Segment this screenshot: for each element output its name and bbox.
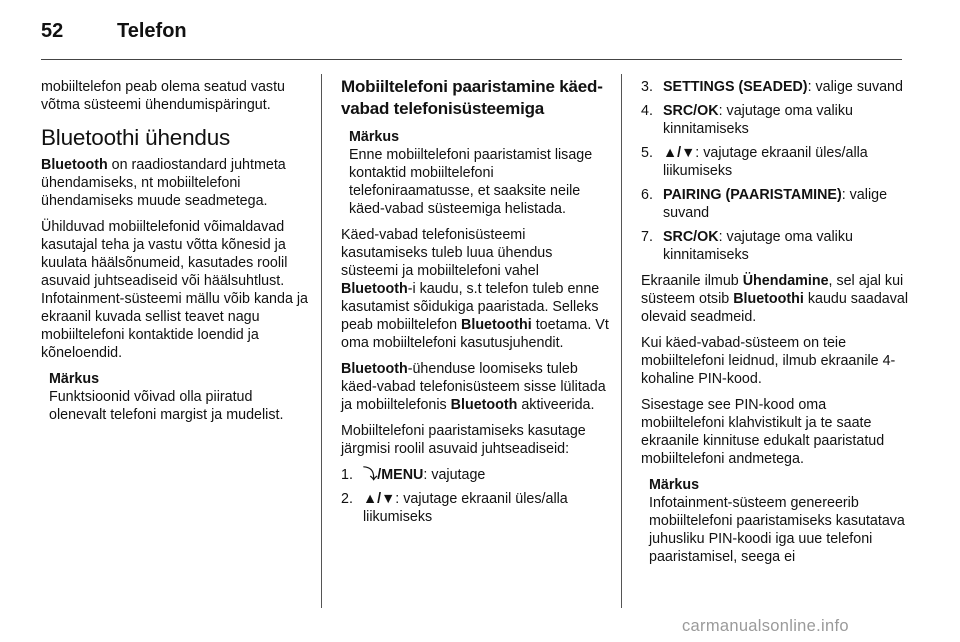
section-heading-pairing: Mobiiltelefoni paaristamine käed-vabad telefonisüsteemiga	[341, 77, 603, 118]
paragraph-activate-bluetooth: Bluetooth-ühenduse loomiseks tuleb käed-vabad telefonisüsteem sisse lülitada ja mobiiltelefonis Bluetooth aktiveerida.	[341, 361, 606, 413]
note-box	[41, 370, 309, 424]
header-rule	[41, 59, 902, 60]
paragraph-connecting: Ekraanile ilmub Ühendamine, sel ajal kui süsteem otsib Bluetoothi kaudu saadaval olevaid seadmeid.	[641, 273, 909, 325]
column-3	[641, 78, 909, 574]
list-item: 5. ▲/▼: vajutage ekraanil üles/alla liikumiseks	[641, 145, 868, 179]
paragraph-bluetooth-definition: Bluetooth on raadiostandard juhtmeta ühendamiseks, nt mobiiltelefoni ühendamiseks muude seadmetega.	[41, 157, 286, 209]
phone-icon: ⤵	[363, 467, 378, 483]
column-divider-1	[321, 74, 322, 608]
note-heading: Märkus	[49, 371, 100, 387]
column-1	[41, 78, 309, 432]
column-2	[341, 78, 609, 534]
list-item: 6. PAIRING (PAARISTAMINE): valige suvand	[641, 187, 888, 221]
paragraph-compatible-phones: Ühilduvad mobiiltelefonid võimaldavad kasutajal teha ja vastu võtta kõnesid ja kuulata häälsõnumeid, kasutades roolil asuvaid juhtseadiseid või häälsuhtlust. Infotainment-süsteemi mällu võib kanda ja ekraanil kuvada sellist teavet nagu mobiiltelefoni kontaktide loendid ja kõneloendid.	[41, 219, 309, 361]
list-item: 1. ⤵/MENU: vajutage	[341, 467, 486, 483]
arrow-up-down-icon: ▲/▼	[363, 491, 396, 507]
note-heading: Märkus	[649, 477, 700, 493]
paragraph-handsfree-connection: Käed-vabad telefonisüsteemi kasutamiseks tuleb luua ühendus süsteemi ja mobiiltelefoni vahel Bluetooth-i kaudu, s.t telefon tuleb enne kasutamist sõidukiga paaristada. Selleks peab mobiiltelefon Bluetoothi toetama. Vt oma mobiiltelefoni kasutusjuhendit.	[341, 227, 609, 351]
list-item: 2. ▲/▼: vajutage ekraanil üles/alla liikumiseks	[341, 491, 568, 525]
paragraph-pin-display: Kui käed-vabad-süsteem on teie mobiiltelefoni leidnud, ilmub ekraanile 4-kohaline PIN-kood.	[641, 335, 896, 387]
page-header	[41, 20, 187, 46]
watermark-text: carmanualsonline.info	[682, 617, 849, 635]
arrow-up-down-icon: ▲/▼	[663, 145, 696, 161]
paragraph-pin-enter: Sisestage see PIN-kood oma mobiiltelefoni klahvistikult ja te saate ekraanile kinnituse edukalt paaristatud mobiiltelefoni andmetega.	[641, 397, 885, 467]
list-item: 7. SRC/OK: vajutage oma valiku kinnitamiseks	[641, 229, 853, 263]
column-divider-2	[621, 74, 622, 608]
steps-list	[641, 78, 909, 264]
note-box	[641, 476, 909, 566]
intro-paragraph: mobiiltelefon peab olema seatud vastu võtma süsteemi ühendumispäringut.	[41, 79, 285, 113]
page-number: 52	[41, 20, 64, 42]
paragraph-steps-intro: Mobiiltelefoni paaristamiseks kasutage järgmisi roolil asuvaid juhtseadiseid:	[341, 423, 586, 457]
steps-list	[341, 466, 609, 526]
bold-term: Bluetooth	[41, 157, 108, 173]
page-title: Telefon	[117, 20, 187, 42]
note-text: Infotainment-süsteem genereerib mobiiltelefoni paaristamiseks kasutatava juhusliku PIN-koodi iga uue telefoni paaristamisel, seega ei	[649, 495, 905, 565]
note-text: Funktsioonid võivad olla piiratud olenevalt telefoni margist ja mudelist.	[49, 389, 284, 423]
list-item: 3. SETTINGS (SEADED): valige suvand	[641, 79, 903, 95]
list-item: 4. SRC/OK: vajutage oma valiku kinnitamiseks	[641, 103, 853, 137]
section-heading-bluetooth: Bluetoothi ühendus	[41, 125, 231, 150]
note-box	[341, 128, 609, 218]
note-heading: Märkus	[349, 129, 400, 145]
note-text: Enne mobiiltelefoni paaristamist lisage kontaktid mobiiltelefoni telefoniraamatusse, et saaksite neile käed-vabad süsteemiga helistada.	[349, 147, 593, 217]
